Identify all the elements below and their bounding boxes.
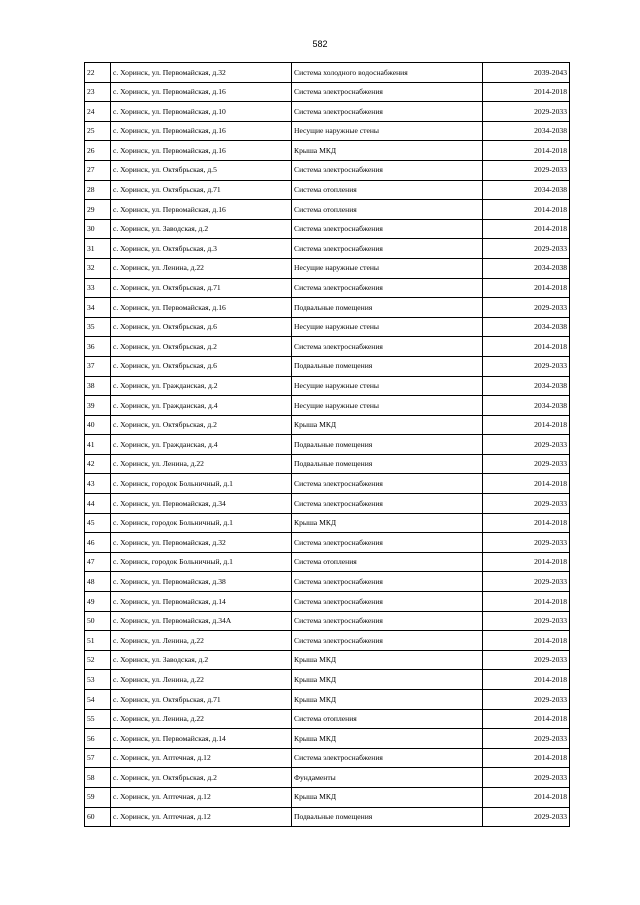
cell-number: 60 (85, 807, 111, 827)
table-row (85, 356, 570, 376)
cell-system: Крыша МКД (292, 670, 483, 690)
cell-address: с. Хоринск, ул. Октябрьская, д.71 (111, 180, 292, 200)
cell-period: 2029-2033 (483, 160, 570, 180)
table-row (85, 690, 570, 710)
cell-system: Система электроснабжения (292, 592, 483, 612)
cell-number: 31 (85, 239, 111, 259)
cell-period: 2014-2018 (483, 631, 570, 651)
cell-period: 2029-2033 (483, 611, 570, 631)
table-row (85, 474, 570, 494)
cell-address: с. Хоринск, ул. Ленина, д.22 (111, 258, 292, 278)
cell-number: 23 (85, 82, 111, 102)
cell-number: 49 (85, 592, 111, 612)
cell-system: Крыша МКД (292, 729, 483, 749)
cell-address: с. Хоринск, ул. Октябрьская, д.6 (111, 317, 292, 337)
table-row (85, 631, 570, 651)
cell-address: с. Хоринск, городок Больничный, д.1 (111, 474, 292, 494)
cell-number: 50 (85, 611, 111, 631)
cell-number: 44 (85, 494, 111, 514)
cell-system: Система электроснабжения (292, 102, 483, 122)
table-row (85, 337, 570, 357)
cell-period: 2034-2038 (483, 258, 570, 278)
cell-system: Подвальные помещения (292, 298, 483, 318)
table-row (85, 807, 570, 827)
table-row (85, 239, 570, 259)
cell-address: с. Хоринск, ул. Первомайская, д.38 (111, 572, 292, 592)
table-row (85, 748, 570, 768)
cell-period: 2014-2018 (483, 474, 570, 494)
cell-system: Система электроснабжения (292, 474, 483, 494)
table-row (85, 435, 570, 455)
cell-period: 2029-2033 (483, 454, 570, 474)
table-row (85, 298, 570, 318)
table-row (85, 102, 570, 122)
cell-number: 46 (85, 533, 111, 553)
cell-number: 53 (85, 670, 111, 690)
table-row (85, 180, 570, 200)
cell-address: с. Хоринск, ул. Первомайская, д.10 (111, 102, 292, 122)
table-row (85, 552, 570, 572)
cell-period: 2029-2033 (483, 239, 570, 259)
cell-address: с. Хоринск, ул. Заводская, д.2 (111, 650, 292, 670)
cell-system: Фундаменты (292, 768, 483, 788)
cell-system: Система электроснабжения (292, 572, 483, 592)
table-row (85, 63, 570, 83)
table-row (85, 317, 570, 337)
cell-number: 26 (85, 141, 111, 161)
cell-number: 25 (85, 121, 111, 141)
cell-number: 58 (85, 768, 111, 788)
cell-address: с. Хоринск, ул. Первомайская, д.34А (111, 611, 292, 631)
cell-period: 2014-2018 (483, 787, 570, 807)
cell-number: 24 (85, 102, 111, 122)
cell-system: Система электроснабжения (292, 239, 483, 259)
table-row (85, 258, 570, 278)
cell-period: 2014-2018 (483, 748, 570, 768)
cell-address: с. Хоринск, городок Больничный, д.1 (111, 552, 292, 572)
cell-address: с. Хоринск, ул. Первомайская, д.14 (111, 729, 292, 749)
cell-system: Подвальные помещения (292, 435, 483, 455)
cell-address: с. Хоринск, ул. Первомайская, д.32 (111, 533, 292, 553)
cell-system: Несущие наружные стены (292, 258, 483, 278)
cell-system: Система электроснабжения (292, 278, 483, 298)
table-row (85, 121, 570, 141)
cell-system: Система отопления (292, 552, 483, 572)
cell-period: 2014-2018 (483, 670, 570, 690)
table-row (85, 787, 570, 807)
table-row (85, 219, 570, 239)
table-row (85, 513, 570, 533)
table-row (85, 141, 570, 161)
cell-number: 54 (85, 690, 111, 710)
cell-number: 48 (85, 572, 111, 592)
cell-address: с. Хоринск, ул. Заводская, д.2 (111, 219, 292, 239)
page-number: 582 (312, 39, 328, 49)
cell-period: 2029-2033 (483, 650, 570, 670)
cell-system: Крыша МКД (292, 415, 483, 435)
cell-address: с. Хоринск, ул. Первомайская, д.16 (111, 121, 292, 141)
table-row (85, 200, 570, 220)
cell-period: 2014-2018 (483, 278, 570, 298)
table-row (85, 572, 570, 592)
table-row (85, 650, 570, 670)
cell-period: 2014-2018 (483, 709, 570, 729)
cell-number: 57 (85, 748, 111, 768)
cell-period: 2014-2018 (483, 82, 570, 102)
cell-number: 38 (85, 376, 111, 396)
cell-number: 42 (85, 454, 111, 474)
cell-number: 56 (85, 729, 111, 749)
cell-system: Несущие наружные стены (292, 121, 483, 141)
cell-period: 2029-2033 (483, 690, 570, 710)
cell-address: с. Хоринск, ул. Гражданская, д.4 (111, 396, 292, 416)
cell-period: 2029-2033 (483, 298, 570, 318)
cell-address: с. Хоринск, ул. Аптечная, д.12 (111, 787, 292, 807)
cell-period: 2014-2018 (483, 552, 570, 572)
cell-system: Подвальные помещения (292, 454, 483, 474)
table-row (85, 278, 570, 298)
cell-period: 2014-2018 (483, 200, 570, 220)
cell-period: 2014-2018 (483, 415, 570, 435)
table-row (85, 670, 570, 690)
cell-number: 37 (85, 356, 111, 376)
cell-system: Подвальные помещения (292, 807, 483, 827)
cell-address: с. Хоринск, ул. Октябрьская, д.71 (111, 690, 292, 710)
cell-address: с. Хоринск, ул. Гражданская, д.4 (111, 435, 292, 455)
cell-period: 2034-2038 (483, 180, 570, 200)
table-row (85, 611, 570, 631)
table-row (85, 396, 570, 416)
cell-number: 41 (85, 435, 111, 455)
cell-number: 34 (85, 298, 111, 318)
cell-period: 2029-2033 (483, 807, 570, 827)
cell-address: с. Хоринск, ул. Октябрьская, д.71 (111, 278, 292, 298)
table-row (85, 729, 570, 749)
table-row (85, 376, 570, 396)
cell-address: с. Хоринск, ул. Аптечная, д.12 (111, 807, 292, 827)
cell-system: Система электроснабжения (292, 219, 483, 239)
table-row (85, 592, 570, 612)
table-row (85, 160, 570, 180)
cell-address: с. Хоринск, ул. Октябрьская, д.3 (111, 239, 292, 259)
cell-address: с. Хоринск, ул. Ленина, д.22 (111, 670, 292, 690)
cell-number: 36 (85, 337, 111, 357)
cell-system: Система электроснабжения (292, 494, 483, 514)
cell-address: с. Хоринск, ул. Октябрьская, д.5 (111, 160, 292, 180)
cell-system: Несущие наружные стены (292, 396, 483, 416)
cell-number: 59 (85, 787, 111, 807)
cell-address: с. Хоринск, ул. Ленина, д.22 (111, 631, 292, 651)
cell-period: 2034-2038 (483, 317, 570, 337)
cell-system: Система электроснабжения (292, 631, 483, 651)
cell-period: 2014-2018 (483, 337, 570, 357)
cell-number: 40 (85, 415, 111, 435)
cell-period: 2014-2018 (483, 141, 570, 161)
cell-system: Крыша МКД (292, 141, 483, 161)
cell-period: 2029-2033 (483, 729, 570, 749)
cell-system: Система электроснабжения (292, 533, 483, 553)
cell-system: Крыша МКД (292, 690, 483, 710)
cell-address: с. Хоринск, ул. Ленина, д.22 (111, 454, 292, 474)
cell-address: с. Хоринск, ул. Ленина, д.22 (111, 709, 292, 729)
cell-number: 28 (85, 180, 111, 200)
cell-address: с. Хоринск, городок Больничный, д.1 (111, 513, 292, 533)
cell-number: 55 (85, 709, 111, 729)
cell-address: с. Хоринск, ул. Октябрьская, д.6 (111, 356, 292, 376)
cell-number: 39 (85, 396, 111, 416)
cell-period: 2029-2033 (483, 572, 570, 592)
cell-number: 51 (85, 631, 111, 651)
cell-address: с. Хоринск, ул. Первомайская, д.14 (111, 592, 292, 612)
table-body (85, 63, 570, 827)
cell-address: с. Хоринск, ул. Первомайская, д.16 (111, 200, 292, 220)
cell-system: Система электроснабжения (292, 611, 483, 631)
cell-address: с. Хоринск, ул. Первомайская, д.32 (111, 63, 292, 83)
cell-system: Несущие наружные стены (292, 317, 483, 337)
cell-address: с. Хоринск, ул. Октябрьская, д.2 (111, 768, 292, 788)
table-row (85, 533, 570, 553)
cell-number: 29 (85, 200, 111, 220)
cell-period: 2029-2033 (483, 435, 570, 455)
cell-system: Крыша МКД (292, 650, 483, 670)
table-row (85, 82, 570, 102)
table-row (85, 454, 570, 474)
cell-system: Система электроснабжения (292, 748, 483, 768)
cell-system: Система электроснабжения (292, 337, 483, 357)
cell-system: Несущие наружные стены (292, 376, 483, 396)
cell-address: с. Хоринск, ул. Октябрьская, д.2 (111, 337, 292, 357)
cell-address: с. Хоринск, ул. Первомайская, д.16 (111, 82, 292, 102)
cell-period: 2029-2033 (483, 533, 570, 553)
cell-address: с. Хоринск, ул. Аптечная, д.12 (111, 748, 292, 768)
cell-address: с. Хоринск, ул. Первомайская, д.34 (111, 494, 292, 514)
cell-period: 2014-2018 (483, 592, 570, 612)
cell-system: Система отопления (292, 200, 483, 220)
cell-period: 2039-2043 (483, 63, 570, 83)
cell-number: 47 (85, 552, 111, 572)
cell-address: с. Хоринск, ул. Октябрьская, д.2 (111, 415, 292, 435)
table-row (85, 494, 570, 514)
cell-number: 30 (85, 219, 111, 239)
cell-number: 27 (85, 160, 111, 180)
cell-period: 2029-2033 (483, 356, 570, 376)
table-row (85, 415, 570, 435)
cell-system: Система отопления (292, 180, 483, 200)
cell-period: 2034-2038 (483, 396, 570, 416)
cell-period: 2034-2038 (483, 121, 570, 141)
table-row (85, 709, 570, 729)
cell-number: 35 (85, 317, 111, 337)
cell-period: 2029-2033 (483, 768, 570, 788)
cell-period: 2029-2033 (483, 494, 570, 514)
cell-number: 43 (85, 474, 111, 494)
cell-period: 2014-2018 (483, 513, 570, 533)
cell-period: 2034-2038 (483, 376, 570, 396)
cell-address: с. Хоринск, ул. Первомайская, д.16 (111, 298, 292, 318)
cell-system: Система электроснабжения (292, 82, 483, 102)
cell-number: 33 (85, 278, 111, 298)
cell-number: 22 (85, 63, 111, 83)
cell-system: Система холодного водоснабжения (292, 63, 483, 83)
table-row (85, 768, 570, 788)
cell-system: Крыша МКД (292, 513, 483, 533)
cell-period: 2014-2018 (483, 219, 570, 239)
cell-period: 2029-2033 (483, 102, 570, 122)
cell-number: 45 (85, 513, 111, 533)
cell-address: с. Хоринск, ул. Первомайская, д.16 (111, 141, 292, 161)
cell-system: Крыша МКД (292, 787, 483, 807)
cell-number: 52 (85, 650, 111, 670)
cell-address: с. Хоринск, ул. Гражданская, д.2 (111, 376, 292, 396)
cell-system: Подвальные помещения (292, 356, 483, 376)
cell-system: Система электроснабжения (292, 160, 483, 180)
cell-number: 32 (85, 258, 111, 278)
cell-system: Система отопления (292, 709, 483, 729)
repair-schedule-table (84, 62, 570, 827)
